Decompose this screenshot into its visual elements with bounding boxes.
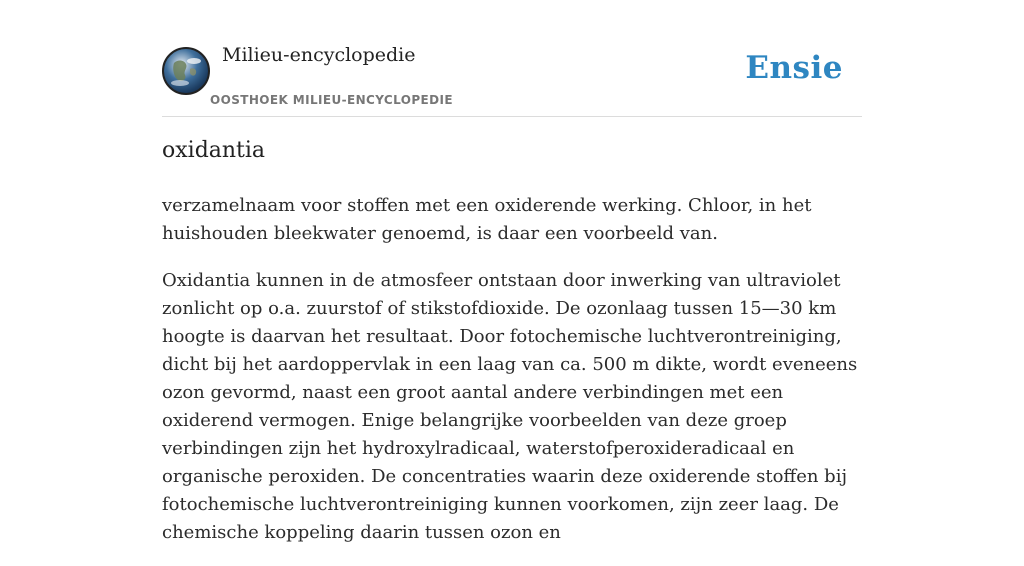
article-title: oxidantia [162, 138, 266, 163]
article-paragraph: Oxidantia kunnen in de atmosfeer ontstaan door inwerking van ultraviolet zonlicht op o.a. zuurstof of stikstofdioxide. De ozonlaag tussen 15—30 km hoogte is daarvan het resultaat. Door fotochemische luchtverontreiniging, dicht bij het aardoppervlak in een laag van ca. 500 m dikte, wordt eveneens ozon gevormd, naast een groot aantal andere verbindingen met een oxiderend vermogen. Enige belangrijke voorbeelden van deze groep verbindingen zijn het hydroxylradicaal, waterstofperoxideradicaal en organische peroxiden. De concentraties waarin deze oxiderende stoffen bij fotochemische luchtverontreiniging kunnen voorkomen, zijn zeer laag. De chemische koppeling daarin tussen ozon en [162, 270, 858, 543]
earth-globe-icon[interactable] [162, 47, 210, 95]
site-subtitle: OOSTHOEK MILIEU-ENCYCLOPEDIE [210, 93, 453, 107]
article-paragraph: verzamelnaam voor stoffen met een oxiderende werking. Chloor, in het huishouden bleekwater genoemd, is daar een voorbeeld van. [162, 195, 812, 244]
site-title[interactable]: Milieu-encyclopedie [222, 44, 416, 66]
ensie-brand-link[interactable]: Ensie [745, 50, 843, 86]
page [162, 0, 862, 543]
article-body [162, 192, 864, 566]
header [162, 0, 862, 117]
